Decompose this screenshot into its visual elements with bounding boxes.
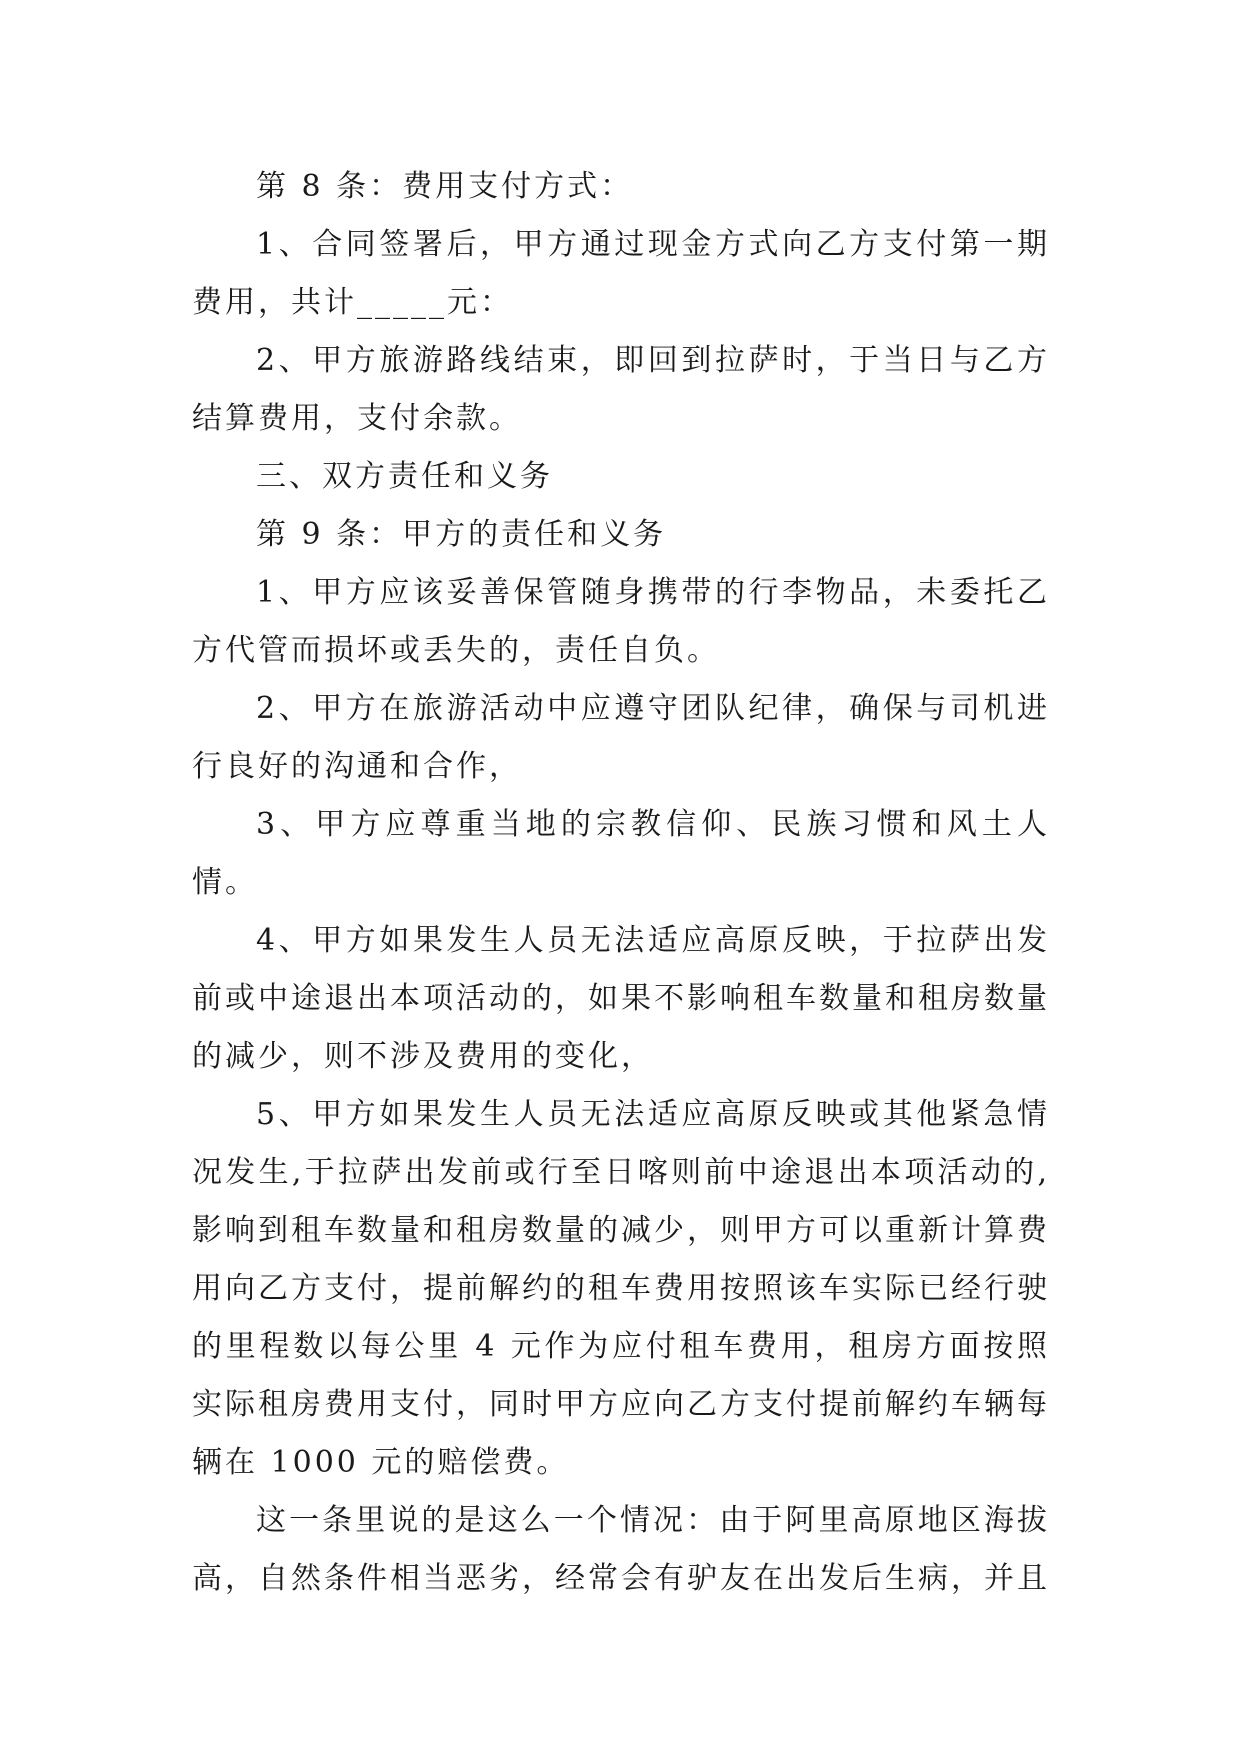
clause-8-item-1: 1、合同签署后，甲方通过现金方式向乙方支付第一期费用，共计_____元： [192,227,1050,320]
clause-9-item-5: 5、甲方如果发生人员无法适应高原反映或其他紧急情况发生,于拉萨出发前或行至日喀则前中途退出本项活动的,影响到租车数量和租房数量的减少，则甲方可以重新计算费用向乙方支付，提前解约的租车费用按照该车实际已经行驶的里程数以每公里 4 元作为应付租车费用，租房方面按照实际租房费用支付，同时甲方应向乙方支付提前解约车辆每辆在 1000 元的赔偿费。 [192,1097,1050,1480]
document-body [192,158,1050,1608]
clause-9-item-3: 3、甲方应尊重当地的宗教信仰、民族习惯和风土人情。 [192,807,1050,900]
clause-8-item-2: 2、甲方旅游路线结束，即回到拉萨时，于当日与乙方结算费用，支付余款。 [192,343,1050,436]
section-3-heading: 三、双方责任和义务 [256,459,553,494]
clause-9-heading: 第 9 条：甲方的责任和义务 [256,517,667,552]
clause-9-item-4: 4、甲方如果发生人员无法适应高原反映，于拉萨出发前或中途退出本项活动的，如果不影响租车数量和租房数量的减少，则不涉及费用的变化， [192,923,1050,1074]
clause-8-heading: 第 8 条：费用支付方式： [256,169,634,204]
clause-9-item-1: 1、甲方应该妥善保管随身携带的行李物品，未委托乙方代管而损坏或丢失的，责任自负。 [192,575,1050,668]
explanation-paragraph: 这一条里说的是这么一个情况：由于阿里高原地区海拔高，自然条件相当恶劣，经常会有驴友在出发后生病，并且 [192,1503,1050,1596]
clause-9-item-2: 2、甲方在旅游活动中应遵守团队纪律，确保与司机进行良好的沟通和合作， [192,691,1050,784]
